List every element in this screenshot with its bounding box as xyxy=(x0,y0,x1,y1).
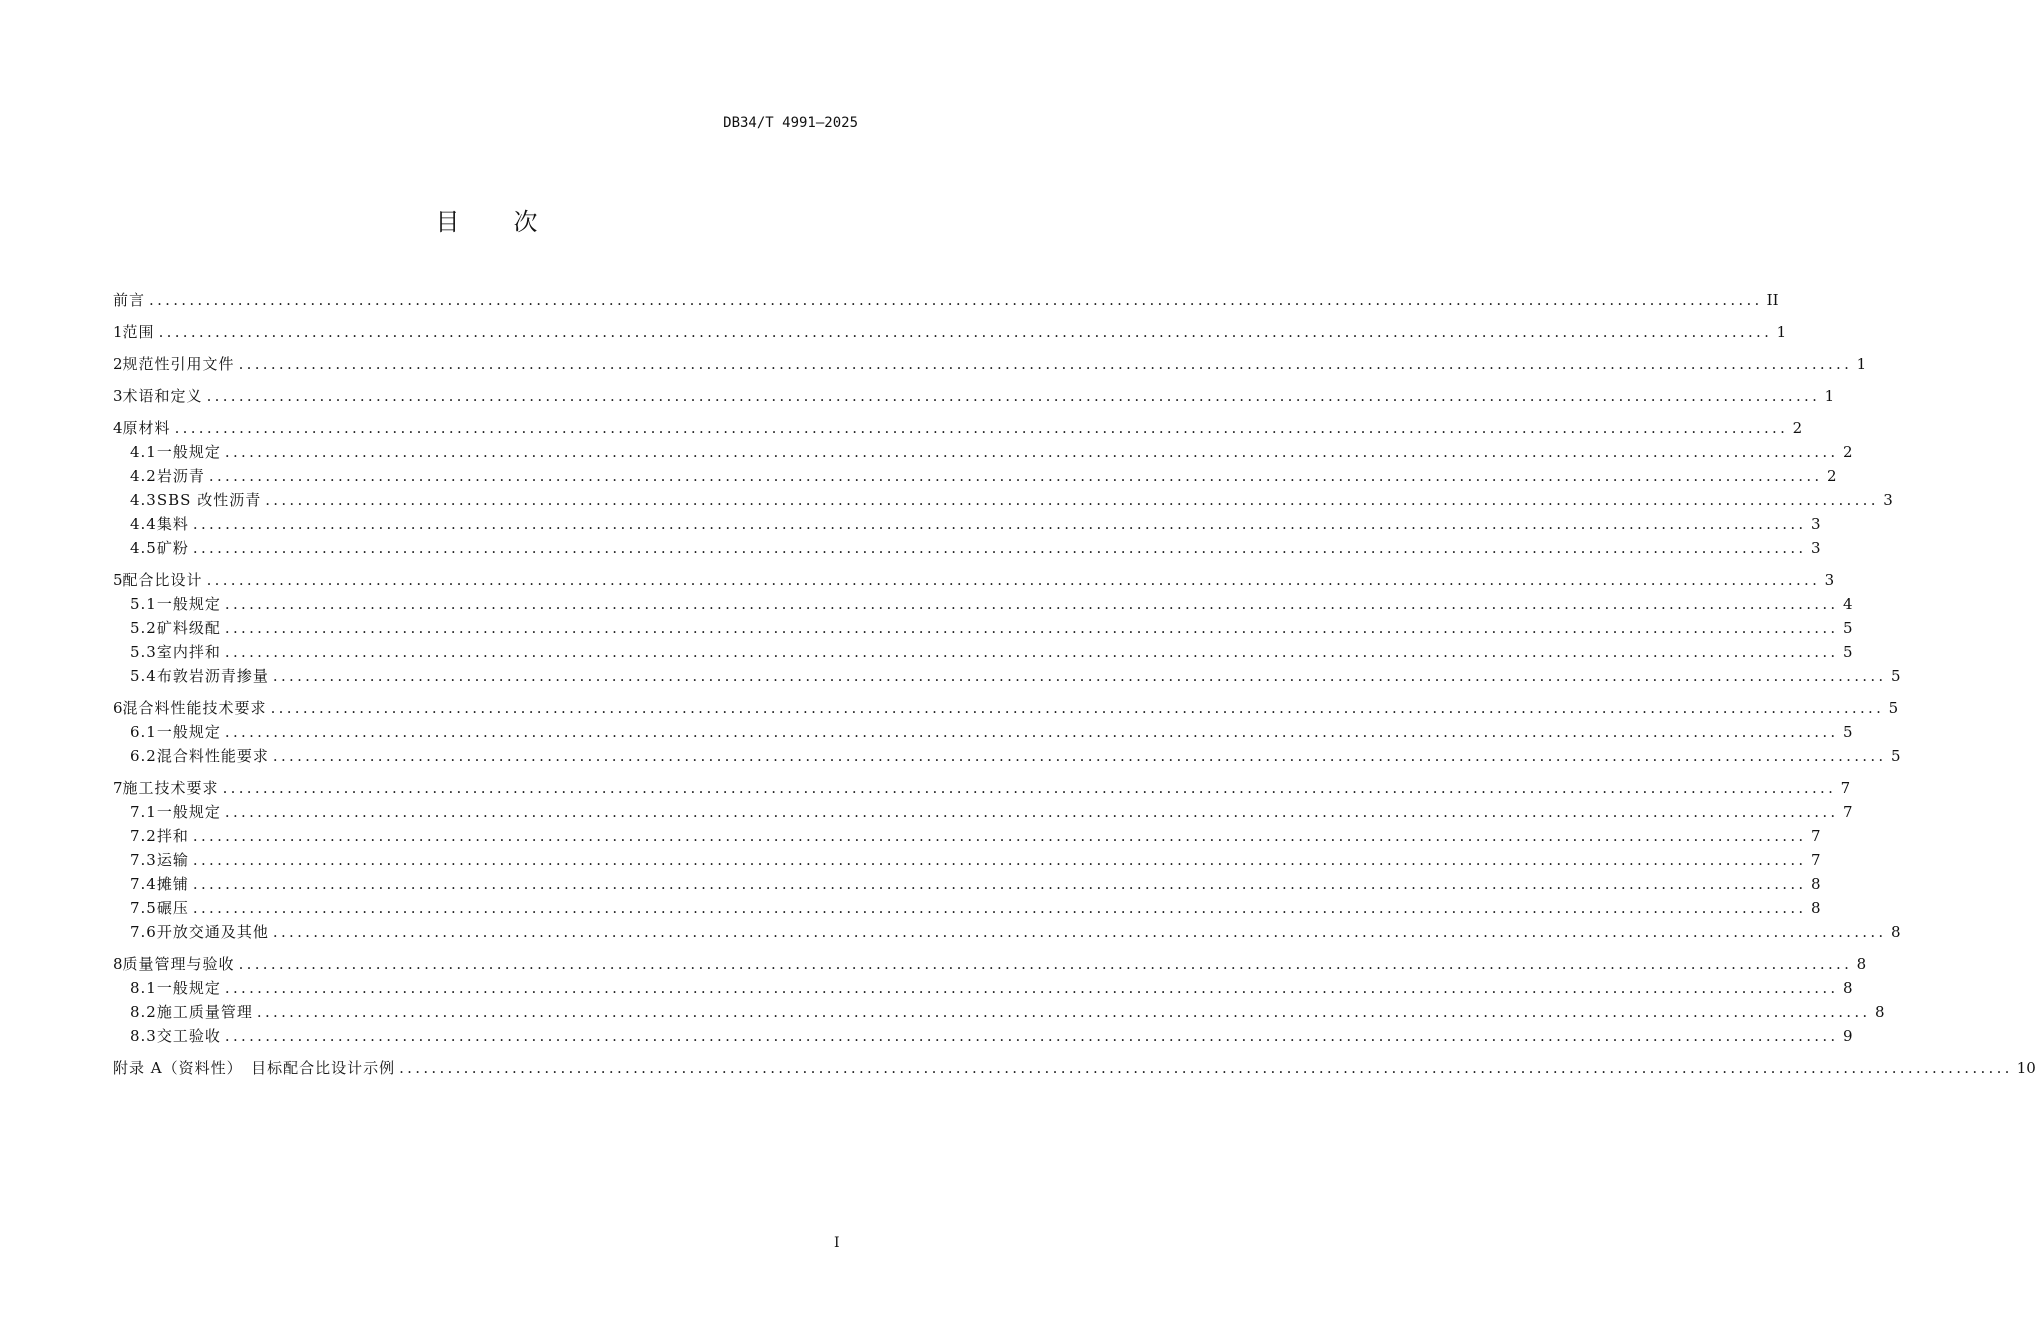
toc-entry-number: 4.3 xyxy=(130,491,157,509)
toc-entry-label: 矿料级配 xyxy=(156,619,221,637)
toc-entry-page: 10 xyxy=(2016,1059,2036,1077)
dot-leader: ........................................................................................................................................................................................................ xyxy=(192,875,1807,893)
toc-entry-label: 质量管理与验收 xyxy=(122,955,235,973)
toc-entry[interactable] xyxy=(113,288,1779,312)
toc-entry-number: 5.4 xyxy=(130,667,157,685)
toc-entry-page: 8 xyxy=(1890,923,1901,941)
dot-leader: ........................................................................................................................................................................................................ xyxy=(192,827,1807,845)
toc-entry[interactable] xyxy=(113,896,1821,920)
dot-leader: ........................................................................................................................................................................................................ xyxy=(270,699,1885,717)
toc-entry-page: 5 xyxy=(1842,619,1853,637)
toc-entry[interactable] xyxy=(113,616,1853,640)
toc-entry[interactable] xyxy=(113,512,1821,536)
toc-entry-number: 4 xyxy=(113,419,123,437)
toc-entry-label: SBS 改性沥青 xyxy=(156,491,262,509)
toc-entry-label: 前言 xyxy=(113,291,146,309)
toc-entry-label: 集料 xyxy=(156,515,189,533)
toc-entry-number: 4.1 xyxy=(130,443,157,461)
toc-entry-page: 8 xyxy=(1810,899,1821,917)
dot-leader: ........................................................................................................................................................................................................ xyxy=(238,355,1853,373)
toc-entry-number: 8.3 xyxy=(130,1027,157,1045)
dot-leader: ........................................................................................................................................................................................................ xyxy=(208,467,1823,485)
toc-entry-label: 一般规定 xyxy=(156,443,221,461)
toc-entry-number: 6 xyxy=(113,699,123,717)
toc-entry-page: 4 xyxy=(1842,595,1853,613)
toc-entry-number: 7.1 xyxy=(130,803,157,821)
toc-entry-page: 2 xyxy=(1842,443,1853,461)
toc-entry-number: 5.1 xyxy=(130,595,157,613)
toc-entry-label: 室内拌和 xyxy=(156,643,221,661)
toc-entry-label: 范围 xyxy=(122,323,155,341)
toc-entry-label: 混合料性能技术要求 xyxy=(122,699,267,717)
toc-entry-label: 混合料性能要求 xyxy=(156,747,269,765)
toc-entry[interactable] xyxy=(113,1000,1885,1024)
toc-entry-page: II xyxy=(1766,291,1779,309)
toc-entry[interactable] xyxy=(113,976,1853,1000)
dot-leader: ........................................................................................................................................................................................................ xyxy=(149,291,1763,309)
toc-entry-page: 8 xyxy=(1810,875,1821,893)
dot-leader: ........................................................................................................................................................................................................ xyxy=(224,723,1839,741)
dot-leader: ........................................................................................................................................................................................................ xyxy=(158,323,1773,341)
toc-entry-label: 术语和定义 xyxy=(122,387,203,405)
toc-entry-label: 一般规定 xyxy=(156,723,221,741)
dot-leader: ........................................................................................................................................................................................................ xyxy=(272,923,1887,941)
toc-entry-page: 7 xyxy=(1842,803,1853,821)
toc-entry-number: 7.5 xyxy=(130,899,157,917)
dot-leader: ........................................................................................................................................................................................................ xyxy=(265,491,1879,509)
toc-entry-page: 7 xyxy=(1810,827,1821,845)
toc-entry-label: 配合比设计 xyxy=(122,571,203,589)
toc-entry[interactable] xyxy=(113,824,1821,848)
page-number: I xyxy=(834,1235,840,1251)
dot-leader: ........................................................................................................................................................................................................ xyxy=(206,571,1821,589)
toc-entry[interactable] xyxy=(113,640,1853,664)
toc-entry-number: 4.2 xyxy=(130,467,157,485)
toc-entry-label: 一般规定 xyxy=(156,979,221,997)
toc-entry[interactable] xyxy=(113,416,1803,440)
toc-entry-number: 4.5 xyxy=(130,539,157,557)
toc-entry[interactable] xyxy=(113,568,1835,592)
toc-entry[interactable] xyxy=(113,696,1899,720)
toc-entry[interactable] xyxy=(113,440,1853,464)
dot-leader: ........................................................................................................................................................................................................ xyxy=(399,1059,2013,1077)
toc-entry[interactable] xyxy=(113,464,1837,488)
toc-entry-label: 矿粉 xyxy=(156,539,189,557)
dot-leader: ........................................................................................................................................................................................................ xyxy=(192,539,1807,557)
toc-entry-label: 拌和 xyxy=(156,827,189,845)
toc-entry[interactable] xyxy=(113,720,1853,744)
dot-leader: ........................................................................................................................................................................................................ xyxy=(224,979,1839,997)
toc-entry-page: 2 xyxy=(1826,467,1837,485)
toc-entry-number: 4.4 xyxy=(130,515,157,533)
dot-leader: ........................................................................................................................................................................................................ xyxy=(224,619,1839,637)
toc-entry-number: 8 xyxy=(113,955,123,973)
toc-entry-number: 5.2 xyxy=(130,619,157,637)
toc-entry-number: 5 xyxy=(113,571,123,589)
toc-entry[interactable] xyxy=(113,952,1867,976)
toc-entry-label: 施工技术要求 xyxy=(122,779,219,797)
toc-entry[interactable] xyxy=(113,744,1901,768)
dot-leader: ........................................................................................................................................................................................................ xyxy=(224,595,1839,613)
dot-leader: ........................................................................................................................................................................................................ xyxy=(272,747,1887,765)
dot-leader: ........................................................................................................................................................................................................ xyxy=(256,1003,1871,1021)
toc-entry-page: 1 xyxy=(1856,355,1867,373)
toc-entry[interactable] xyxy=(113,488,1893,512)
toc-entry-page: 8 xyxy=(1856,955,1867,973)
document-number: DB34/T 4991—2025 xyxy=(723,115,858,131)
toc-entry-number: 1 xyxy=(113,323,123,341)
toc-entry-page: 1 xyxy=(1776,323,1787,341)
dot-leader: ........................................................................................................................................................................................................ xyxy=(222,779,1837,797)
toc-entry-page: 3 xyxy=(1810,515,1821,533)
toc-entry-page: 3 xyxy=(1810,539,1821,557)
toc-entry-number: 6.1 xyxy=(130,723,157,741)
toc-entry-number: 8.1 xyxy=(130,979,157,997)
toc-entry-number: 7.3 xyxy=(130,851,157,869)
toc-entry-label: 岩沥青 xyxy=(156,467,205,485)
toc-entry-page: 7 xyxy=(1810,851,1821,869)
toc-entry[interactable] xyxy=(113,352,1867,376)
toc-entry-number: 7.6 xyxy=(130,923,157,941)
toc-entry-number: 2 xyxy=(113,355,123,373)
toc-entry-number: 3 xyxy=(113,387,123,405)
toc-entry[interactable] xyxy=(113,1024,1853,1048)
toc-entry-label: 一般规定 xyxy=(156,803,221,821)
toc-entry[interactable] xyxy=(113,384,1835,408)
toc-entry-page: 8 xyxy=(1874,1003,1885,1021)
toc-entry-page: 3 xyxy=(1824,571,1835,589)
dot-leader: ........................................................................................................................................................................................................ xyxy=(272,667,1887,685)
table-of-contents xyxy=(113,288,2036,1080)
toc-entry-number: 5.3 xyxy=(130,643,157,661)
toc-entry-label: 原材料 xyxy=(122,419,171,437)
toc-entry[interactable] xyxy=(113,592,1853,616)
toc-entry-page: 7 xyxy=(1840,779,1851,797)
toc-entry-page: 5 xyxy=(1842,643,1853,661)
toc-entry-label: 施工质量管理 xyxy=(156,1003,253,1021)
dot-leader: ........................................................................................................................................................................................................ xyxy=(224,643,1839,661)
toc-entry-label: 运输 xyxy=(156,851,189,869)
dot-leader: ........................................................................................................................................................................................................ xyxy=(192,851,1807,869)
toc-entry-page: 9 xyxy=(1842,1027,1853,1045)
dot-leader: ........................................................................................................................................................................................................ xyxy=(224,443,1839,461)
dot-leader: ........................................................................................................................................................................................................ xyxy=(224,1027,1839,1045)
toc-entry-page: 3 xyxy=(1883,491,1893,509)
toc-entry-number: 8.2 xyxy=(130,1003,157,1021)
toc-entry-label: 摊铺 xyxy=(156,875,189,893)
toc-entry-label: 碾压 xyxy=(156,899,189,917)
toc-entry[interactable] xyxy=(113,776,1851,800)
page-title: 目 次 xyxy=(435,208,540,236)
dot-leader: ........................................................................................................................................................................................................ xyxy=(224,803,1839,821)
toc-entry[interactable] xyxy=(113,800,1853,824)
dot-leader: ........................................................................................................................................................................................................ xyxy=(238,955,1853,973)
toc-entry-number: 7.2 xyxy=(130,827,157,845)
toc-entry[interactable] xyxy=(113,920,1901,944)
dot-leader: ........................................................................................................................................................................................................ xyxy=(174,419,1789,437)
toc-entry-label: 附录 A（资料性） 目标配合比设计示例 xyxy=(113,1059,396,1077)
toc-entry-page: 2 xyxy=(1792,419,1803,437)
toc-entry[interactable] xyxy=(113,536,1821,560)
toc-entry-page: 5 xyxy=(1842,723,1853,741)
toc-entry-page: 5 xyxy=(1890,667,1901,685)
toc-entry[interactable] xyxy=(113,872,1821,896)
dot-leader: ........................................................................................................................................................................................................ xyxy=(192,515,1807,533)
toc-entry[interactable] xyxy=(113,320,1787,344)
toc-entry-page: 5 xyxy=(1890,747,1901,765)
toc-entry-number: 6.2 xyxy=(130,747,157,765)
toc-entry[interactable] xyxy=(113,664,1901,688)
toc-entry-label: 布敦岩沥青掺量 xyxy=(156,667,269,685)
toc-entry-number: 7.4 xyxy=(130,875,157,893)
toc-entry-label: 规范性引用文件 xyxy=(122,355,235,373)
toc-entry[interactable] xyxy=(113,848,1821,872)
toc-entry-page: 5 xyxy=(1888,699,1899,717)
toc-entry-page: 1 xyxy=(1824,387,1835,405)
toc-entry-label: 交工验收 xyxy=(156,1027,221,1045)
toc-entry-page: 8 xyxy=(1842,979,1853,997)
toc-entry[interactable] xyxy=(113,1056,2036,1080)
dot-leader: ........................................................................................................................................................................................................ xyxy=(192,899,1807,917)
toc-entry-number: 7 xyxy=(113,779,123,797)
toc-entry-label: 一般规定 xyxy=(156,595,221,613)
toc-entry-label: 开放交通及其他 xyxy=(156,923,269,941)
dot-leader: ........................................................................................................................................................................................................ xyxy=(206,387,1821,405)
